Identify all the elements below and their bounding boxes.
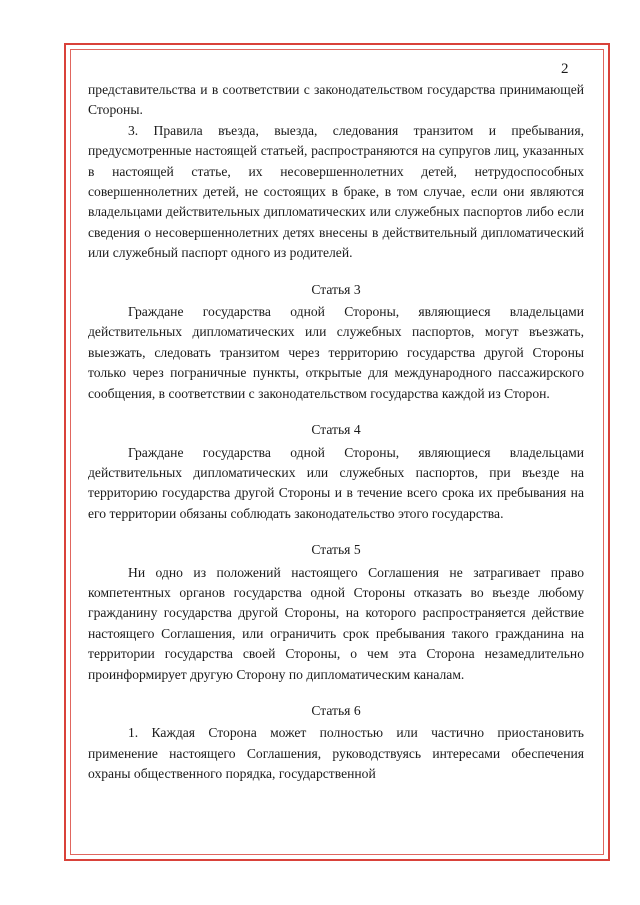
article-text: Граждане государства одной Стороны, являющиеся владельцами действительных дипломатических или служебных паспортов, при въезде на территорию государства другой Стороны и в течение всего срока их пребывания на его территории обязаны соблюдать законодательство этого государства. [88, 444, 584, 521]
article-heading: Статья 4 [311, 422, 361, 438]
paragraph-clause-3: 3. Правила въезда, выезда, следования транзитом и пребывания, предусмотренные настоящей статьей, распространяются на супругов лиц, указанных в настоящей статье, их несовершеннолетних детей, нетрудоспособных совершеннолетних детей, не состоящих в браке, в том случае, если они являются владельцами действительных дипломатических или служебных паспортов либо если сведения о несовершеннолетних детях внесены в действительный дипломатический или служебный паспорт одного из родителей. [88, 122, 584, 261]
article-text: 1. Каждая Сторона может полностью или частично приостановить применение настоящего Соглашения, руководствуясь интересами обеспечения охраны общественного порядка, государственной [88, 725, 584, 782]
article-4 [88, 420, 584, 524]
article-heading: Статья 3 [311, 281, 361, 297]
page-number: 2 [561, 61, 569, 77]
article-3 [88, 280, 584, 404]
article-5 [88, 540, 584, 685]
article-text: Граждане государства одной Стороны, являющиеся владельцами действительных дипломатических или служебных паспортов, могут въезжать, выезжать, следовать транзитом через территорию государства другой Стороны только через пограничные пункты, открытые для международного пассажирского сообщения, в соответствии с законодательством государства каждой из Сторон. [88, 304, 584, 401]
paragraph-continuation: представительства и в соответствии с законодательством государства принимающей Стороны. [88, 82, 584, 118]
article-heading: Статья 5 [311, 542, 361, 558]
article-heading: Статья 6 [311, 702, 361, 718]
article-6 [88, 701, 584, 785]
article-text: Ни одно из положений настоящего Соглашения не затрагивает право компетентных органов государства одной Стороны отказать во въезде любому гражданину государства другой Стороны, на которого распространяется действие настоящего Соглашения, или ограничить срок пребывания такого гражданина на территории государства своей Стороны, о чем эта Сторона незамедлительно проинформирует другую Сторону по дипломатическим каналам. [88, 564, 584, 682]
document-body [88, 80, 584, 785]
